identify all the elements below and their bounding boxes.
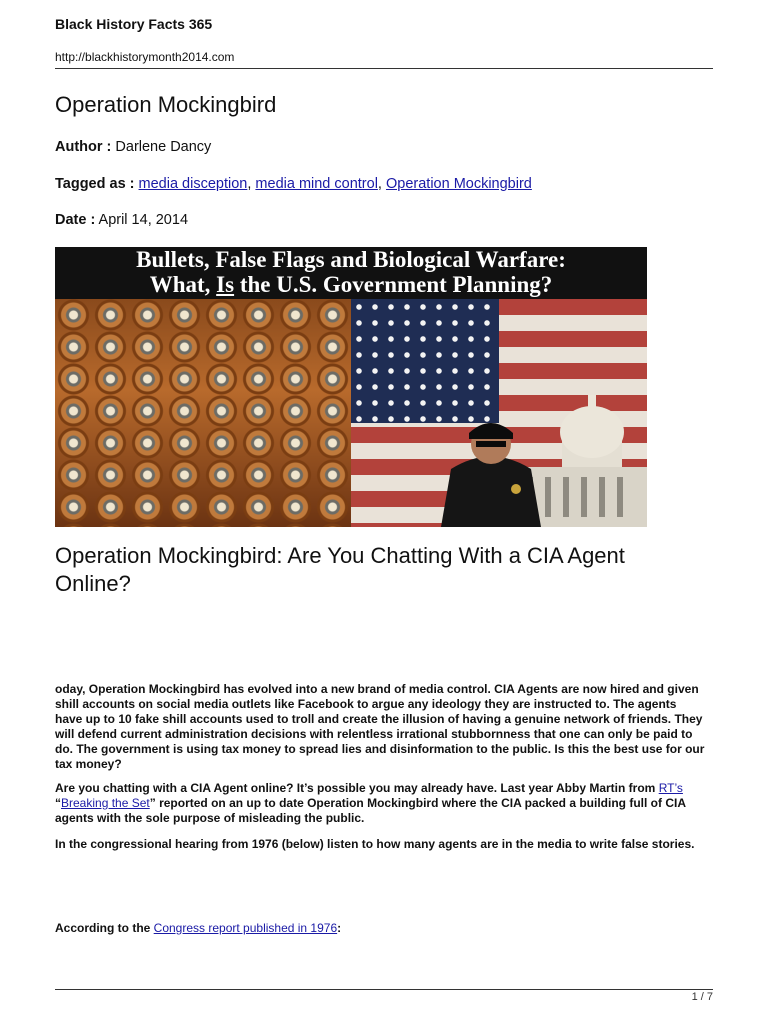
author-name: Darlene Dancy [111,139,212,155]
site-url: http://blackhistorymonth2014.com [55,50,235,64]
article-paragraph-4: According to the Congress report published in 1976: [55,921,342,935]
breaking-the-set-link[interactable]: Breaking the Set [61,796,150,810]
article-heading: Operation Mockingbird: Are You Chatting With a CIA Agent Online? [55,543,625,596]
tags-line: Tagged as : media disception, media mind control, Operation Mockingbird [55,176,532,192]
banner-caption [55,247,647,299]
banner-caption-line1: Bullets, False Flags and Biological Warfare: [136,247,566,272]
post-title: Operation Mockingbird [55,92,277,117]
author-label: Author : [55,139,112,155]
tag-link-operation-mockingbird[interactable]: Operation Mockingbird [385,176,532,192]
date-value: April 14, 2014 [95,212,189,228]
officer-figure-icon [421,399,561,527]
banner-caption-line2: What, Is the U.S. Government Planning? [149,272,553,297]
date-line [55,212,188,228]
tag-link-media-disception[interactable]: media disception [138,176,248,192]
site-title: Black History Facts 365 [55,16,213,32]
bullets-image [55,299,351,527]
author-line [55,139,211,155]
rt-link[interactable]: RT’s [658,781,683,795]
page-number: 1 / 7 [691,991,713,1003]
header-divider [55,68,713,69]
us-flag-image [351,299,647,527]
footer-divider [55,989,713,990]
article-paragraph-3: In the congressional hearing from 1976 (below) listen to how many agents are in the media to write false stories. [55,837,695,851]
tags-label: Tagged as : [55,176,135,192]
tag-link-media-mind-control[interactable]: media mind control [255,176,378,192]
congress-report-link[interactable]: Congress report published in 1976 [153,921,338,935]
date-label: Date : [55,212,96,228]
article-paragraph-1: oday, Operation Mockingbird has evolved into a new brand of media control. CIA Agents are now hired and given shill accounts on social media outlets like Facebook to argue any ideology they are instructed to. The agents have up to 10 fake shill accounts used to troll and create the illusion of having a genuine network of friends. They will defend current administration decisions with relentless irrational stubbornness that one can only be paid to do. The government is using tax money to spread lies and disinformation to the public. Is this the best use for our tax money? [55,682,705,771]
article-banner-image [55,247,647,527]
article-paragraph-2: Are you chatting with a CIA Agent online? It’s possible you may already have. Last year Abby Martin from RT’s “Breaking the Set” reported on an up to date Operation Mockingbird where the CIA packed a building full of CIA agents with the sole purpose of misleading the public. [55,781,686,825]
